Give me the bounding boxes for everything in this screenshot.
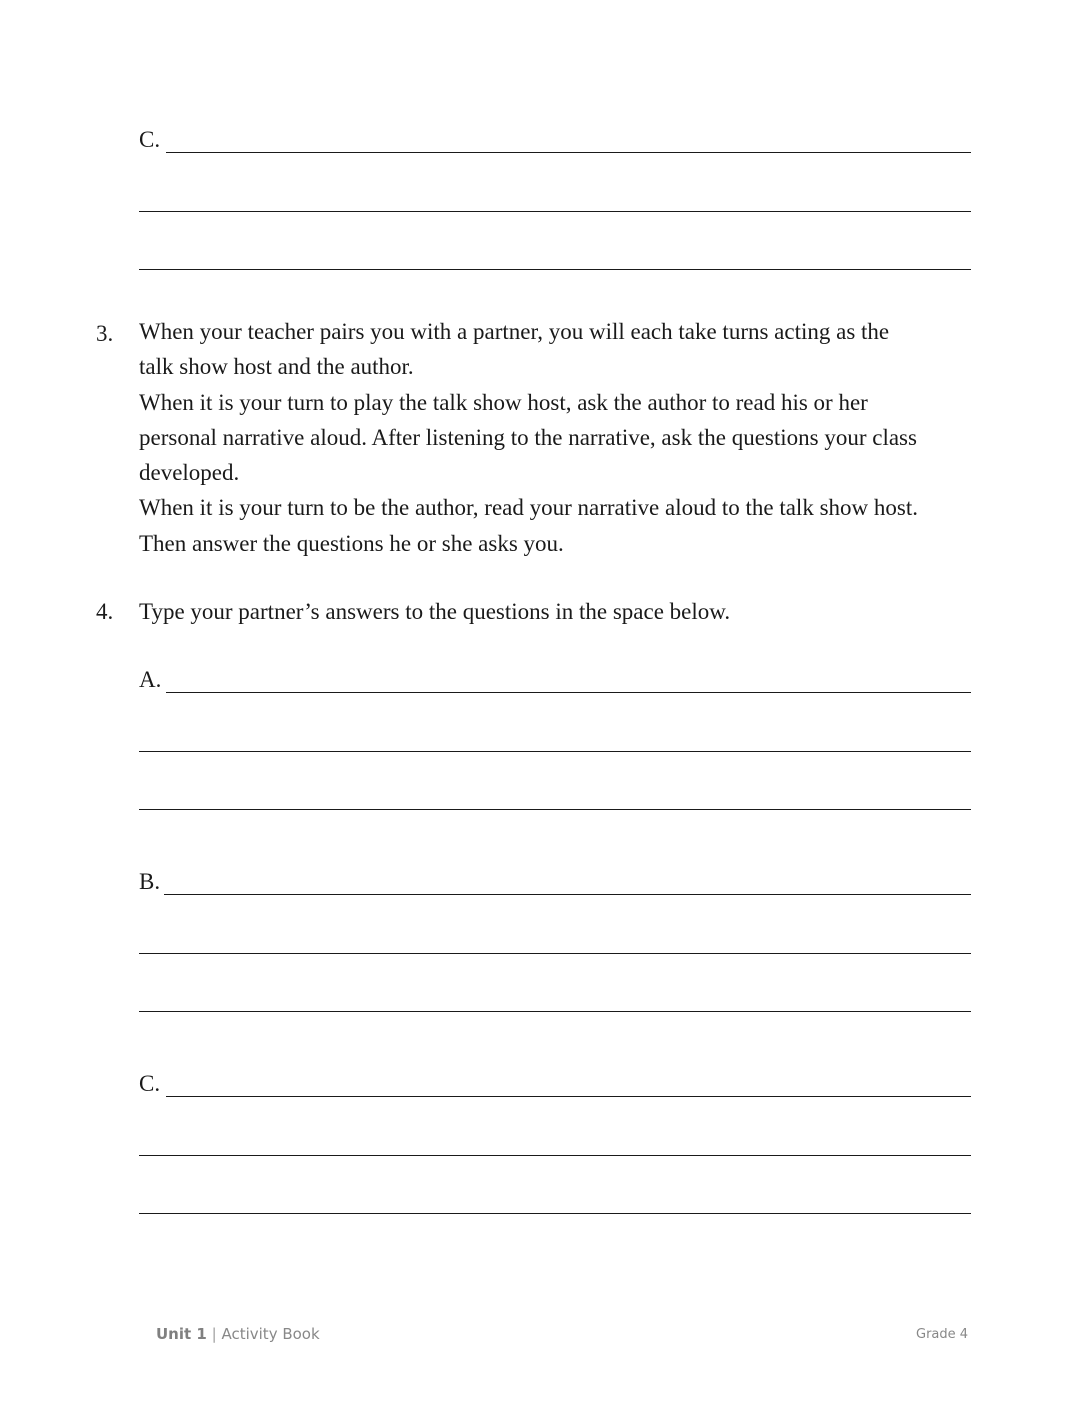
answer-line[interactable]	[166, 152, 971, 153]
answer-line[interactable]	[166, 1096, 971, 1097]
question-4-text: Type your partner’s answers to the questions in the space below.	[139, 599, 731, 624]
answer-label: A.	[139, 667, 162, 692]
question-3-text	[139, 314, 989, 561]
text-line: Then answer the questions he or she asks you.	[139, 530, 564, 556]
question-number: 4.	[96, 599, 114, 624]
answer-line[interactable]	[164, 894, 971, 895]
answer-label: C.	[139, 1071, 161, 1096]
text-line: When it is your turn to be the author, read your narrative aloud to the talk show host.	[139, 495, 918, 521]
text-line: When your teacher pairs you with a partner, you will each take turns acting as the	[139, 319, 890, 344]
question-number: 3.	[96, 321, 114, 346]
answer-line[interactable]	[139, 1011, 971, 1012]
footer-book: Activity Book	[221, 1325, 320, 1343]
answer-line[interactable]	[139, 269, 971, 270]
answer-line[interactable]	[166, 692, 971, 693]
text-line: developed.	[139, 460, 240, 486]
answer-line[interactable]	[139, 953, 971, 954]
answer-line[interactable]	[139, 211, 971, 212]
answer-label: B.	[139, 869, 161, 894]
text-line: talk show host and the author.	[139, 354, 414, 380]
text-line: When it is your turn to play the talk show host, ask the author to read his or her	[139, 389, 868, 415]
answer-line[interactable]	[139, 751, 971, 752]
footer-separator: |	[211, 1325, 217, 1343]
footer-left	[156, 1327, 320, 1342]
answer-line[interactable]	[139, 1155, 971, 1156]
answer-label: C.	[139, 127, 161, 152]
footer-unit: Unit 1	[156, 1325, 207, 1343]
text-line: personal narrative aloud. After listening to the narrative, ask the questions your class	[139, 424, 917, 450]
footer-grade: Grade 4	[916, 1327, 969, 1342]
answer-line[interactable]	[139, 1213, 971, 1214]
answer-line[interactable]	[139, 809, 971, 810]
